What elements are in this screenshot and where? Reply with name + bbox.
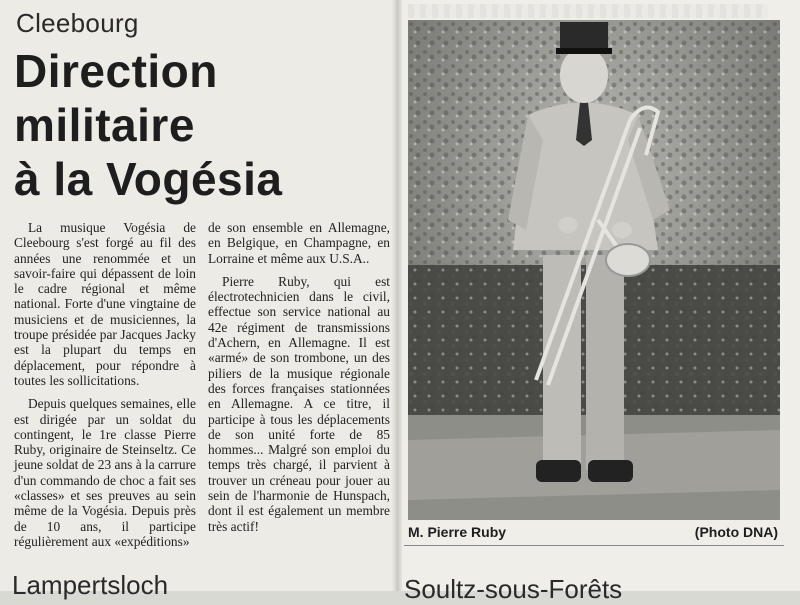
next-article-heading-right: Soultz-sous-Forêts: [404, 574, 623, 604]
paragraph: de son ensemble en Allemagne, en Belgique, en Champagne, en Lorraine et même aux U.S.A..: [208, 220, 390, 266]
photo-caption: M. Pierre Ruby: [408, 524, 507, 540]
headline-line-3: à la Vogésia: [14, 153, 283, 205]
paragraph: La musique Vogésia de Cleebourg s'est forgé au fil des années une renommée et un savoir-faire qui dépassent de loin le cadre régional et même national. Forte d'une vingtaine de musiciens et de musiciennes, la troupe présidée par Jacques Jacky est la plupart du temps en déplacement, pour répondre à toutes les sollicitations.: [14, 220, 196, 388]
next-article-heading-left: Lampertsloch: [12, 570, 169, 600]
caption-rule: [404, 545, 784, 546]
article-column-2: [208, 220, 390, 542]
article-kicker: Cleebourg: [16, 8, 139, 38]
soldier-trombone-photo: [408, 20, 780, 520]
article-headline: [14, 44, 394, 206]
news-photo: [408, 20, 780, 520]
bleed-through-text: [408, 4, 768, 18]
photo-credit: (Photo DNA): [694, 524, 778, 540]
paragraph: Depuis quelques semaines, elle est dirigée par un soldat du contingent, le 1re classe Pierre Ruby, originaire de Steinseltz. Ce jeune soldat de 23 ans à la carrure d'un commando de choc a fait ses «classes» et ses preuves au sein même de la Vogésia. Depuis près de 10 ans, il participe régulièrement aux «expéditions»: [14, 396, 196, 549]
headline-line-1: Direction: [14, 45, 218, 97]
paragraph: Pierre Ruby, qui est électrotechnicien dans le civil, effectue son service national au 42e régiment de transmissions d'Achern, en Allemagne. Il est «armé» de son trombone, un des piliers de la musique régionale des forces françaises stationnées en Allemagne. A ce titre, il participe à tous les déplacements de son unité forte de 85 hommes... Malgré son emploi du temps très chargé, il parvient à trouver un créneau pour jouer au sein de l'harmonie de Hunspach, dont il est également un membre très actif!: [208, 273, 390, 534]
article-column-1: [14, 220, 196, 557]
headline-line-2: militaire: [14, 99, 195, 151]
